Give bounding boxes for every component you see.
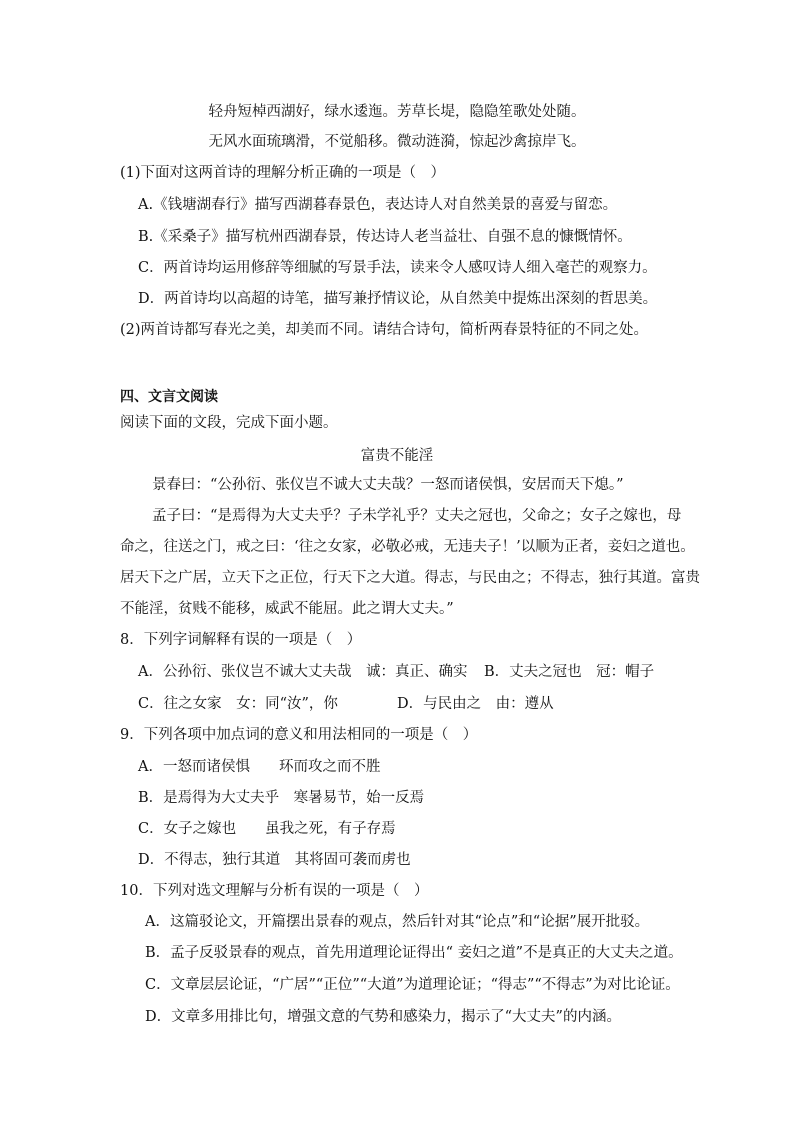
question-9-option-a: A．一怒而诸侯惧 环而攻之而不胜 [138,759,381,775]
question-9-stem: 9．下列各项中加点词的意义和用法相同的一项是（ ） [120,727,478,743]
question-10-option-c: C．文章层层论证，“广居”“正位”“大道”为道理论证；“得志”“不得志”为对比论证。 [145,977,680,993]
question-9-option-c: C．女子之嫁也 虽我之死，有子存焉 [138,821,396,837]
passage-title: 富贵不能淫 [360,448,434,464]
section-heading: 四、文言文阅读 [120,389,218,405]
question-8-option-a: A．公孙衍、张仪岂不诚大丈夫哉 诚：真正、确实 [138,664,468,680]
question-10-option-d: D．文章多用排比句，增强文意的气势和感染力，揭示了“大丈夫”的内涵。 [145,1009,621,1025]
question-1-option-d: D．两首诗均以高超的诗笔，描写兼抒情议论，从自然美中提炼出深刻的哲思美。 [138,291,658,307]
question-9-option-d: D．不得志，独行其道 其将固可袭而虏也 [138,852,411,868]
question-10-stem: 10．下列对选文理解与分析有误的一项是（ ） [120,883,429,899]
question-8-option-c: C．往之女家 女：同“汝”，你 [138,696,338,712]
passage-para-2-line-3: 居天下之广居，立天下之正位，行天下之大道。得志，与民由之；不得志，独行其道。富贵 [120,570,700,586]
question-10-option-b: B．孟子反驳景春的观点，首先用道理论证得出“ 妾妇之道”不是真正的大丈夫之道。 [145,945,683,961]
question-10-option-a: A．这篇驳论文，开篇摆出景春的观点，然后针对其“论点”和“论据”展开批驳。 [145,914,650,930]
passage-para-2-line-1: 孟子曰：“是焉得为大丈夫乎？子未学礼乎？丈夫之冠也，父命之；女子之嫁也，母 [152,508,682,524]
passage-para-1: 景春曰：“公孙衍、张仪岂不诚大丈夫哉？一怒而诸侯惧，安居而天下熄。” [152,477,624,493]
question-8-option-d: D．与民由之 由：遵从 [397,696,554,712]
passage-para-2-line-4: 不能淫，贫贱不能移，威武不能屈。此之谓大丈夫。” [120,601,454,617]
question-1-stem: (1)下面对这两首诗的理解分析正确的一项是（ ） [120,165,446,181]
question-9-option-b: B．是焉得为大丈夫乎 寒暑易节，始一反焉 [138,790,425,806]
question-1-option-a: A.《钱塘湖春行》描写西湖暮春景色，表达诗人对自然美景的喜爱与留恋。 [138,197,618,213]
question-1-option-c: C．两首诗均运用修辞等细腻的写景手法，读来令人感叹诗人细入毫芒的观察力。 [138,260,657,276]
question-1-option-b: B.《采桑子》描写杭州西湖春景，传达诗人老当益壮、自强不息的慷慨情怀。 [138,229,632,245]
question-2-stem: (2)两首诗都写春光之美，却美而不同。请结合诗句，简析两春景特征的不同之处。 [120,322,649,338]
passage-para-2-line-2: 命之，往送之门，戒之曰：‘往之女家，必敬必戒，无违夫子！’以顺为正者，妾妇之道也。 [120,539,695,555]
section-intro: 阅读下面的文段，完成下面小题。 [120,415,338,431]
question-8-stem: 8．下列字词解释有误的一项是（ ） [120,632,362,648]
poem-line-1: 轻舟短棹西湖好，绿水逶迤。芳草长堤，隐隐笙歌处处随。 [208,104,586,120]
question-8-option-b: B．丈夫之冠也 冠：帽子 [484,664,655,680]
poem-line-2: 无风水面琉璃滑，不觉船移。微动涟漪，惊起沙禽掠岸飞。 [208,134,586,150]
